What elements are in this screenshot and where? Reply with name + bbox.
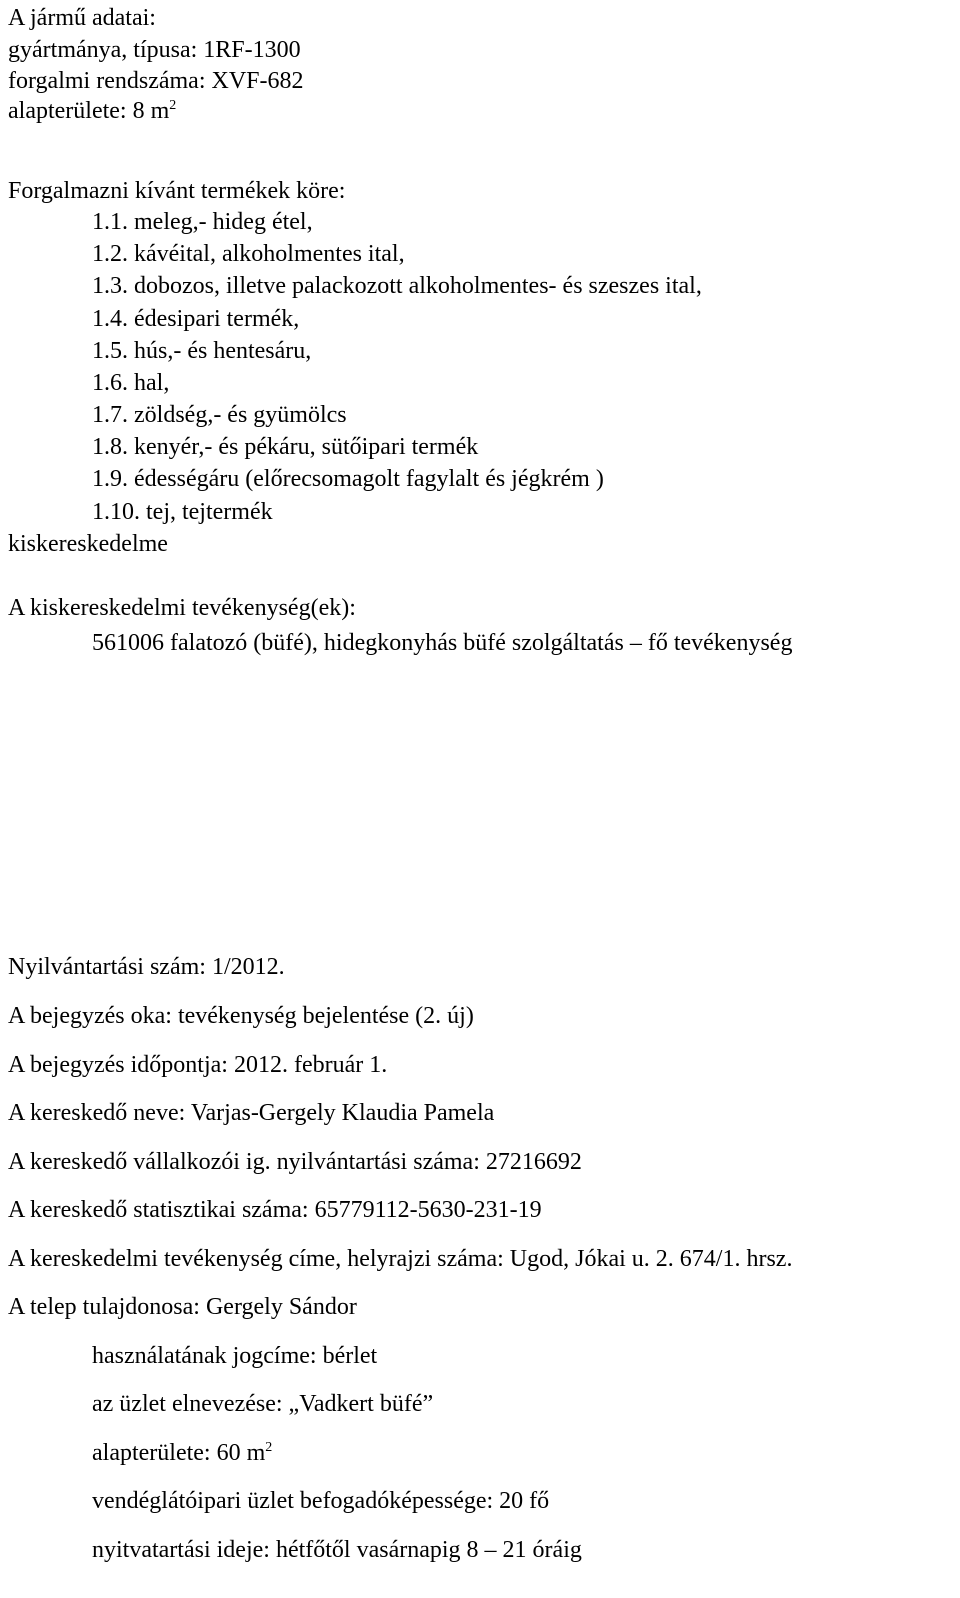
product-item: 1.7. zöldség,- és gyümölcs	[92, 402, 347, 428]
registry-date: A bejegyzés időpontja: 2012. február 1.	[8, 1052, 388, 1078]
product-item: 1.2. kávéital, alkoholmentes ital,	[92, 241, 405, 267]
activity-value: 561006 falatozó (büfé), hidegkonyhás büfé szolgáltatás – fő tevékenység	[92, 630, 793, 656]
product-item: 1.3. dobozos, illetve palackozott alkoholmentes- és szeszes ital,	[92, 273, 702, 299]
opening-hours: nyitvatartási ideje: hétfőtől vasárnapig 8 – 21 óráig	[92, 1537, 582, 1563]
product-item: 1.8. kenyér,- és pékáru, sütőipari termék	[92, 434, 479, 460]
vehicle-area	[8, 97, 176, 125]
product-item: 1.1. meleg,- hideg étel,	[92, 209, 313, 235]
site-usage: használatának jogcíme: bérlet	[92, 1343, 378, 1369]
products-footer: kiskereskedelme	[8, 531, 168, 557]
registry-reason: A bejegyzés oka: tevékenység bejelentése (2. új)	[8, 1003, 474, 1029]
products-heading: Forgalmazni kívánt termékek köre:	[8, 178, 346, 204]
product-item: 1.10. tej, tejtermék	[92, 499, 273, 525]
site-area	[92, 1439, 272, 1467]
trader-registry-id: A kereskedő vállalkozói ig. nyilvántartási száma: 27216692	[8, 1149, 582, 1175]
site-area-text: alapterülete: 60 m	[92, 1440, 266, 1466]
vehicle-heading: A jármű adatai:	[8, 5, 156, 31]
trader-name: A kereskedő neve: Varjas-Gergely Klaudia Pamela	[8, 1100, 495, 1126]
vehicle-area-sup: 2	[169, 98, 177, 113]
product-item: 1.9. édességáru (előrecsomagolt fagylalt és jégkrém )	[92, 466, 604, 492]
product-item: 1.5. hús,- és hentesáru,	[92, 338, 312, 364]
activity-address: A kereskedelmi tevékenység címe, helyrajzi száma: Ugod, Jókai u. 2. 674/1. hrsz.	[8, 1246, 793, 1272]
vehicle-area-text: alapterülete: 8 m	[8, 98, 170, 124]
site-area-sup: 2	[265, 1440, 273, 1455]
vehicle-model: gyártmánya, típusa: 1RF-1300	[8, 37, 301, 63]
vehicle-plate: forgalmi rendszáma: XVF-682	[8, 68, 304, 94]
site-owner: A telep tulajdonosa: Gergely Sándor	[8, 1294, 357, 1320]
shop-name: az üzlet elnevezése: „Vadkert büfé”	[92, 1391, 434, 1417]
registry-number: Nyilvántartási szám: 1/2012.	[8, 954, 285, 980]
activity-heading: A kiskereskedelmi tevékenység(ek):	[8, 595, 356, 621]
trader-stat-number: A kereskedő statisztikai száma: 65779112-5630-231-19	[8, 1197, 542, 1223]
product-item: 1.6. hal,	[92, 370, 170, 396]
shop-capacity: vendéglátóipari üzlet befogadóképessége: 20 fő	[92, 1488, 550, 1514]
product-item: 1.4. édesipari termék,	[92, 306, 300, 332]
